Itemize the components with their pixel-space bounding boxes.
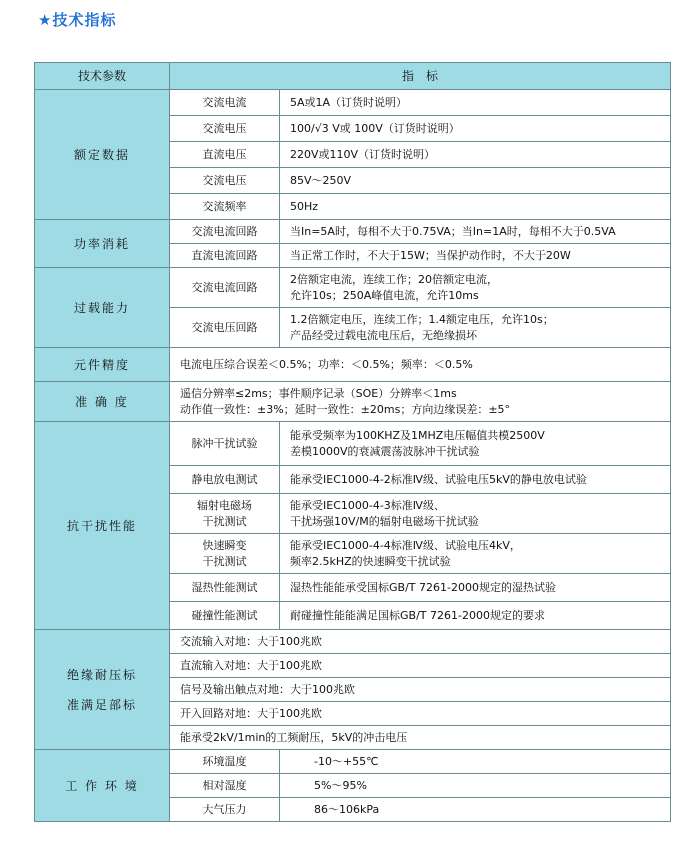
param-value: 5%～95% — [280, 774, 671, 798]
param-value: 5A或1A（订货时说明） — [280, 90, 671, 116]
param-value: 耐碰撞性能能满足国标GB/T 7261-2000规定的要求 — [280, 602, 671, 630]
param-value: 1.2倍额定电压，连续工作；1.4额定电压，允许10s； 产品经受过载电流电压后，无绝缘损坏 — [280, 308, 671, 348]
param-name: 交流电压回路 — [170, 308, 280, 348]
category-overload: 过载能力 — [35, 268, 170, 348]
category-accuracy: 准 确 度 — [35, 382, 170, 422]
param-name: 交流电流回路 — [170, 220, 280, 244]
param-name: 交流电压 — [170, 116, 280, 142]
param-name: 大气压力 — [170, 798, 280, 822]
param-name: 脉冲干扰试验 — [170, 422, 280, 466]
table-row — [35, 750, 671, 774]
param-value: 2倍额定电流，连续工作；20倍额定电流， 允许10s；250A峰值电流，允许10ms — [280, 268, 671, 308]
table-header-row — [35, 63, 671, 90]
param-name: 交流电压 — [170, 168, 280, 194]
category-emc: 抗干扰性能 — [35, 422, 170, 630]
section-title: ★技术指标 — [38, 11, 117, 29]
param-value: 能承受2kV/1min的工频耐压，5kV的冲击电压 — [170, 726, 671, 750]
param-name: 环境温度 — [170, 750, 280, 774]
param-name: 交流频率 — [170, 194, 280, 220]
param-value: 交流输入对地：大于100兆欧 — [170, 630, 671, 654]
param-name: 静电放电测试 — [170, 466, 280, 494]
category-insulation: 绝缘耐压标 准满足部标 — [35, 630, 170, 750]
table-row — [35, 90, 671, 116]
category-rated: 额定数据 — [35, 90, 170, 220]
param-value: 直流输入对地：大于100兆欧 — [170, 654, 671, 678]
param-name: 交流电流回路 — [170, 268, 280, 308]
param-value: -10～+55℃ — [280, 750, 671, 774]
param-name: 直流电流回路 — [170, 244, 280, 268]
param-value: 遥信分辨率≤2ms；事件顺序记录（SOE）分辨率＜1ms 动作值一致性：±3%；延时一致性：±20ms；方向边缘误差：±5° — [170, 382, 671, 422]
param-name: 辐射电磁场 干扰测试 — [170, 494, 280, 534]
table-row — [35, 630, 671, 654]
param-value: 能承受IEC1000-4-3标准Ⅳ级、 干扰场强10V/M的辐射电磁场干扰试验 — [280, 494, 671, 534]
param-value: 能承受IEC1000-4-2标准Ⅳ级、试验电压5kV的静电放电试验 — [280, 466, 671, 494]
param-value: 电流电压综合误差＜0.5%；功率：＜0.5%；频率：＜0.5% — [170, 348, 671, 382]
param-name: 碰撞性能测试 — [170, 602, 280, 630]
param-value: 50Hz — [280, 194, 671, 220]
table-row — [35, 268, 671, 308]
param-value: 220V或110V（订货时说明） — [280, 142, 671, 168]
param-value: 当正常工作时，不大于15W；当保护动作时，不大于20W — [280, 244, 671, 268]
header-spec: 指 标 — [170, 63, 671, 90]
param-name: 直流电压 — [170, 142, 280, 168]
param-value: 85V～250V — [280, 168, 671, 194]
param-value: 86～106kPa — [280, 798, 671, 822]
param-name: 湿热性能测试 — [170, 574, 280, 602]
category-precision: 元件精度 — [35, 348, 170, 382]
param-value: 能承受频率为100KHZ及1MHZ电压幅值共模2500V 差模1000V的衰减震荡波脉冲干扰试验 — [280, 422, 671, 466]
param-name: 快速瞬变 干扰测试 — [170, 534, 280, 574]
param-name: 相对湿度 — [170, 774, 280, 798]
param-value: 开入回路对地：大于100兆欧 — [170, 702, 671, 726]
param-name: 交流电流 — [170, 90, 280, 116]
table-row — [35, 382, 671, 422]
table-row — [35, 348, 671, 382]
header-param: 技术参数 — [35, 63, 170, 90]
param-value: 能承受IEC1000-4-4标准Ⅳ级、试验电压4kV， 频率2.5kHZ的快速瞬变干扰试验 — [280, 534, 671, 574]
spec-table — [34, 62, 671, 822]
param-value: 当In=5A时，每相不大于0.75VA；当In=1A时，每相不大于0.5VA — [280, 220, 671, 244]
table-row — [35, 422, 671, 466]
category-power: 功率消耗 — [35, 220, 170, 268]
table-row — [35, 220, 671, 244]
param-value: 湿热性能能承受国标GB/T 7261-2000规定的湿热试验 — [280, 574, 671, 602]
param-value: 信号及输出触点对地：大于100兆欧 — [170, 678, 671, 702]
param-value: 100/√3 V或 100V（订货时说明） — [280, 116, 671, 142]
category-environment: 工 作 环 境 — [35, 750, 170, 822]
